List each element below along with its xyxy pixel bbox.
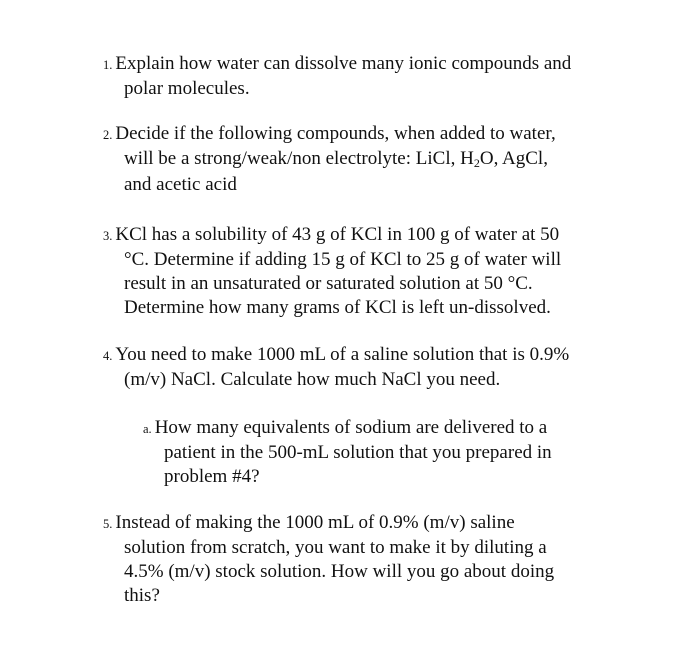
question-3-line-3: result in an unsaturated or saturated solution at 50 °C. <box>124 273 533 294</box>
question-2-number: 2. <box>103 128 113 142</box>
question-5 <box>103 511 554 608</box>
question-5-line-1: 5. Instead of making the 1000 mL of 0.9% (m/v) saline <box>103 512 515 533</box>
question-3-line-1: 3. KCl has a solubility of 43 g of KCl in 100 g of water at 50 <box>103 224 560 245</box>
question-4-line-2: (m/v) NaCl. Calculate how much NaCl you need. <box>124 369 501 390</box>
question-5-line-4: this? <box>124 585 160 606</box>
question-4a-line-1: a. How many equivalents of sodium are delivered to a <box>143 417 548 438</box>
question-4-line-1: 4. You need to make 1000 mL of a saline solution that is 0.9% <box>103 344 570 365</box>
question-4a <box>143 416 552 489</box>
question-5-line-2: solution from scratch, you want to make it by diluting a <box>124 537 547 558</box>
question-3 <box>103 223 561 320</box>
question-2-line-2: will be a strong/weak/non electrolyte: LiCl, $H_2O$, AgCl, <box>124 148 548 170</box>
question-3-line-4: Determine how many grams of KCl is left un-dissolved. <box>124 297 551 318</box>
water-subscript: 2 <box>473 156 480 170</box>
question-1-line-1: 1. Explain how water can dissolve many ionic compounds and <box>103 53 572 74</box>
question-1 <box>103 52 571 101</box>
question-2 <box>103 122 556 197</box>
question-4a-line-3: problem #4? <box>164 466 260 487</box>
question-1-line-2: polar molecules. <box>124 78 250 99</box>
question-4a-line-2: patient in the 500-mL solution that you prepared in <box>164 442 552 463</box>
question-4 <box>103 343 569 392</box>
question-4a-number: a. <box>143 422 152 436</box>
question-2-line-1: 2. Decide if the following compounds, when added to water, <box>103 123 556 144</box>
question-1-number: 1. <box>103 58 113 72</box>
question-3-line-2: °C. Determine if adding 15 g of KCl to 25 g of water will <box>124 249 562 270</box>
question-4-number: 4. <box>103 349 113 363</box>
question-5-number: 5. <box>103 517 113 531</box>
question-2-line-3: and acetic acid <box>124 174 237 195</box>
question-3-number: 3. <box>103 229 113 243</box>
question-5-line-3: 4.5% (m/v) stock solution. How will you go about doing <box>124 561 555 582</box>
